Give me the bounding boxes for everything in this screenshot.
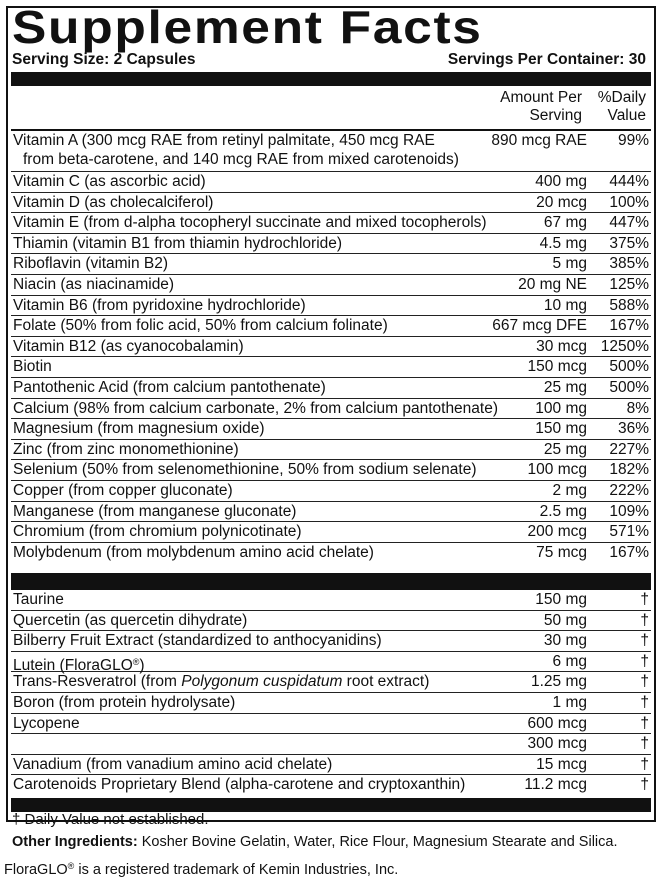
- nutrient-amount: 200 mcg: [527, 523, 587, 541]
- nutrient-name-part: Lutein (FloraGLO: [13, 656, 133, 674]
- nutrient-row: [11, 399, 651, 420]
- nutrient-name: Taurine: [13, 591, 64, 608]
- vitamin-mineral-table: [11, 131, 651, 563]
- daily-value-footnote: † Daily Value not established.: [12, 811, 209, 828]
- nutrient-name: Zinc (from zinc monomethionine): [13, 440, 239, 458]
- nutrient-daily-value: 227%: [609, 440, 649, 458]
- nutrient-amount: 25 mg: [543, 440, 587, 458]
- nutrient-amount: 1 mg: [552, 693, 587, 711]
- nutrient-daily-value: 571%: [609, 523, 649, 541]
- nutrient-daily-value: 36%: [617, 420, 649, 438]
- nutrient-row: [11, 131, 651, 172]
- nutrient-name: Folate (50% from folic acid, 50% from calcium folinate): [13, 317, 388, 335]
- nutrient-amount: 2 mg: [552, 481, 587, 499]
- nutrient-name: Selenium (50% from selenomethionine, 50% from sodium selenate): [13, 461, 477, 479]
- other-ingredients: [12, 832, 618, 852]
- nutrient-name: Vitamin D (as cholecalciferol): [13, 193, 214, 211]
- nutrient-amount: 100 mcg: [527, 461, 587, 479]
- header-divider-bar: [11, 72, 651, 86]
- nutrient-daily-value: †: [640, 693, 649, 711]
- nutrient-daily-value: 447%: [609, 214, 649, 232]
- nutrient-name: Quercetin (as quercetin dihydrate): [13, 611, 248, 629]
- nutrient-row: [11, 193, 651, 214]
- nutrient-name: Vitamin B12 (as cyanocobalamin): [13, 337, 244, 355]
- nutrient-daily-value: 167%: [609, 317, 649, 335]
- nutrient-name: Bilberry Fruit Extract (standardized to anthocyanidins): [13, 632, 382, 650]
- nutrient-name: Riboflavin (vitamin B2): [13, 255, 169, 273]
- nutrient-name: Vitamin B6 (from pyridoxine hydrochloride): [13, 296, 306, 314]
- nutrient-amount: 6 mg: [552, 652, 587, 670]
- nutrient-amount: 100 mg: [535, 399, 587, 417]
- nutrient-daily-value: †: [640, 776, 649, 794]
- nutrient-name-part: root extract): [342, 673, 430, 691]
- nutrient-name: Niacin (as niacinamide): [13, 275, 175, 293]
- serving-size: Serving Size: 2 Capsules: [12, 51, 196, 68]
- section-divider-bar: [11, 573, 651, 590]
- nutrient-amount: 300 mcg: [527, 735, 587, 753]
- nutrient-daily-value: 109%: [609, 502, 649, 520]
- nutrient-row: [11, 672, 651, 693]
- footer-divider-bar: [11, 798, 651, 812]
- nutrient-daily-value: †: [640, 714, 649, 732]
- nutrient-amount: 150 mg: [535, 420, 587, 438]
- nutrient-row: [11, 378, 651, 399]
- nutrient-name: Lycopene: [13, 714, 80, 732]
- nutrient-row: [11, 611, 651, 632]
- nutrient-amount: 1.25 mg: [530, 673, 587, 691]
- other-ingredients-text: Kosher Bovine Gelatin, Water, Rice Flour, Magnesium Stearate and Silica.: [137, 834, 618, 850]
- nutrient-daily-value: †: [640, 673, 649, 691]
- nutrient-row: [11, 502, 651, 523]
- nutrient-daily-value: 588%: [609, 296, 649, 314]
- nutrient-row: [11, 440, 651, 461]
- nutrient-daily-value: 1250%: [600, 337, 649, 355]
- nutrient-name: Boron (from protein hydrolysate): [13, 693, 236, 711]
- nutrient-row: [11, 172, 651, 193]
- nutrient-amount: 75 mcg: [536, 543, 587, 561]
- supplement-facts-panel: [6, 1, 656, 828]
- nutrient-daily-value: †: [640, 632, 649, 650]
- nutrient-name: Carotenoids Proprietary Blend (alpha-carotene and cryptoxanthin): [13, 776, 466, 794]
- nutrient-name-part: ): [139, 656, 145, 674]
- nutrient-name: Pantothenic Acid (from calcium pantothenate): [13, 378, 326, 396]
- nutrient-row: [11, 775, 651, 796]
- nutrient-row: [11, 234, 651, 255]
- nutrient-name: Biotin: [13, 358, 52, 376]
- nutrient-name-italic: Polygonum cuspidatum: [181, 673, 343, 691]
- nutrient-name-part: Trans-Resveratrol (from: [13, 673, 182, 691]
- nutrient-name: Magnesium (from magnesium oxide): [13, 420, 265, 438]
- nutrient-daily-value: 500%: [609, 358, 649, 376]
- nutrient-name: Vitamin E (from d-alpha tocopheryl succinate and mixed tocopherols): [13, 214, 487, 232]
- nutrient-row: [11, 652, 651, 673]
- nutrient-daily-value: 385%: [609, 255, 649, 273]
- nutrient-amount: 400 mg: [535, 173, 587, 190]
- nutrient-row: [11, 316, 651, 337]
- other-nutrients-table: [11, 590, 651, 796]
- nutrient-row: [11, 714, 651, 735]
- nutrient-name: Chromium (from chromium polynicotinate): [13, 523, 302, 541]
- nutrient-name-line: Vitamin A (300 mcg RAE from retinyl palmitate, 450 mcg RAE: [13, 132, 435, 149]
- daily-value-header: %Daily Value: [597, 89, 646, 124]
- nutrient-daily-value: 125%: [609, 275, 649, 293]
- nutrient-name-line: from beta-carotene, and 140 mcg RAE from mixed carotenoids): [23, 151, 459, 168]
- nutrient-row: [11, 590, 651, 611]
- trademark-notice: FloraGLO® is a registered trademark of Kemin Industries, Inc.: [4, 861, 399, 878]
- nutrient-row: [11, 522, 651, 543]
- nutrient-row: [11, 460, 651, 481]
- nutrient-row: [11, 631, 651, 652]
- nutrient-row: [11, 419, 651, 440]
- nutrient-name: Copper (from copper gluconate): [13, 481, 233, 499]
- nutrient-row: [11, 755, 651, 776]
- nutrient-amount: 11.2 mcg: [524, 776, 587, 794]
- nutrient-amount: 150 mcg: [527, 358, 587, 376]
- nutrient-daily-value: †: [640, 652, 649, 670]
- nutrient-row: [11, 693, 651, 714]
- nutrient-row: [11, 337, 651, 358]
- nutrient-amount: 20 mg NE: [518, 275, 587, 293]
- nutrient-name: Vanadium (from vanadium amino acid chelate): [13, 755, 333, 773]
- panel-title: Supplement Facts: [12, 1, 483, 53]
- nutrient-row: [11, 481, 651, 502]
- nutrient-daily-value: †: [640, 611, 649, 629]
- servings-per-container: Servings Per Container: 30: [447, 51, 646, 68]
- nutrient-amount: 890 mcg RAE: [491, 132, 587, 149]
- serving-info: [12, 49, 646, 71]
- other-ingredients-label: Other Ingredients:: [12, 834, 138, 850]
- nutrient-row: [11, 734, 651, 755]
- nutrient-amount: 15 mcg: [536, 755, 587, 773]
- nutrient-daily-value: 8%: [626, 399, 649, 417]
- nutrient-name: [13, 131, 459, 169]
- nutrient-amount: 2.5 mg: [539, 502, 587, 520]
- nutrient-amount: 30 mg: [543, 632, 587, 650]
- amount-per-serving-header: Amount Per Serving: [500, 89, 582, 124]
- nutrient-daily-value: 222%: [609, 481, 649, 499]
- nutrient-name: Vitamin C (as ascorbic acid): [13, 173, 206, 190]
- nutrient-daily-value: 167%: [609, 543, 649, 561]
- registered-mark: ®: [132, 656, 140, 667]
- nutrient-daily-value: 182%: [609, 461, 649, 479]
- nutrient-amount: 67 mg: [543, 214, 587, 232]
- nutrient-amount: 50 mg: [543, 611, 587, 629]
- nutrient-row: [11, 296, 651, 317]
- nutrient-name: Manganese (from manganese gluconate): [13, 502, 297, 520]
- nutrient-amount: 667 mcg DFE: [492, 317, 587, 335]
- nutrient-daily-value: †: [640, 591, 649, 608]
- nutrient-amount: 150 mg: [535, 591, 587, 608]
- nutrient-daily-value: 375%: [609, 234, 649, 252]
- nutrient-daily-value: †: [640, 755, 649, 773]
- nutrient-name: [13, 672, 429, 692]
- nutrient-amount: 4.5 mg: [539, 234, 587, 252]
- nutrient-amount: 10 mg: [543, 296, 587, 314]
- nutrient-daily-value: 100%: [609, 193, 649, 211]
- nutrient-amount: 5 mg: [552, 255, 587, 273]
- nutrient-amount: 30 mcg: [536, 337, 587, 355]
- nutrient-amount: 600 mcg: [527, 714, 587, 732]
- nutrient-daily-value: †: [640, 735, 649, 753]
- nutrient-row: [11, 275, 651, 296]
- nutrient-name: Thiamin (vitamin B1 from thiamin hydrochloride): [13, 234, 343, 252]
- nutrient-daily-value: 500%: [609, 378, 649, 396]
- nutrient-row: [11, 254, 651, 275]
- nutrient-amount: 20 mcg: [536, 193, 587, 211]
- nutrient-row: [11, 213, 651, 234]
- nutrient-name: Calcium (98% from calcium carbonate, 2% from calcium pantothenate): [13, 399, 499, 417]
- nutrient-amount: 25 mg: [543, 378, 587, 396]
- nutrient-name: Molybdenum (from molybdenum amino acid chelate): [13, 543, 374, 561]
- nutrient-row: [11, 543, 651, 564]
- nutrient-row: [11, 357, 651, 378]
- nutrient-daily-value: 99%: [617, 132, 649, 149]
- nutrient-daily-value: 444%: [609, 173, 649, 190]
- column-headers: [448, 89, 648, 129]
